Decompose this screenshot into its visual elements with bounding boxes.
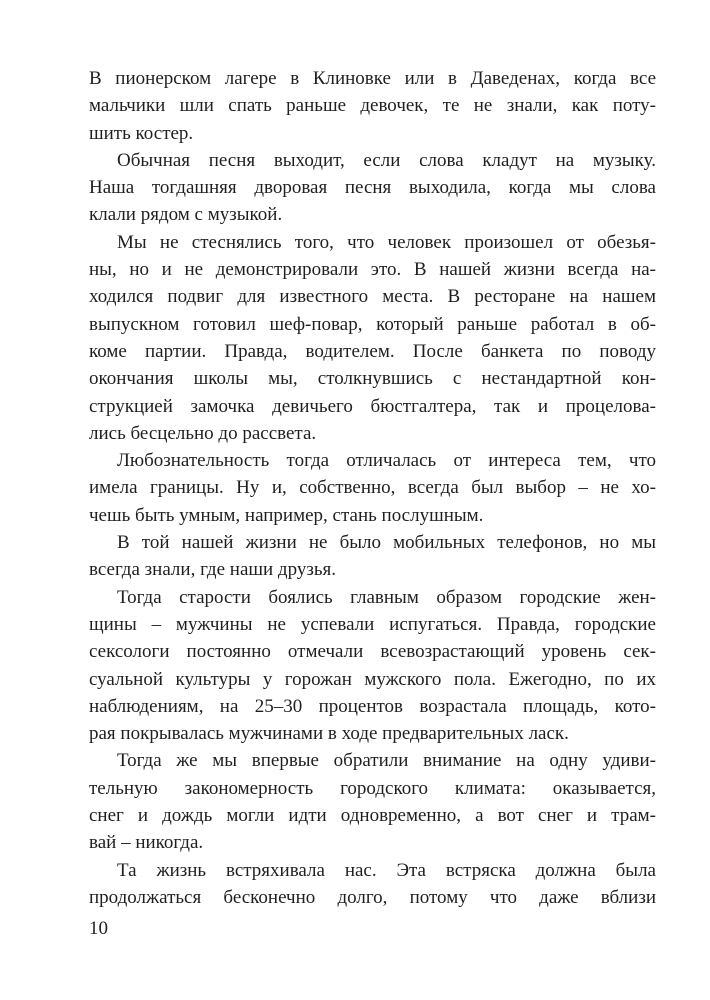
page-number: 10 [89,918,108,939]
text-line: Обычная песня выходит, если слова кладут на музыку. [117,149,656,171]
text-line: всегда знали, где наши друзья. [89,559,336,581]
text-line: окончания школы мы, столкнувшись с нестандартной кон- [89,368,656,390]
text-line: ны, но и не демонстрировали это. В нашей жизни всегда на- [89,259,656,281]
paragraph [89,65,656,147]
text-line: ходился подвиг для известного места. В ресторане на нашем [89,286,656,308]
text-line: вай – никогда. [89,832,204,854]
paragraph [89,747,656,856]
paragraph [89,857,656,912]
text-line: лись бесцельно до рассвета. [89,422,317,444]
paragraph [89,147,656,229]
text-line: суальной культуры у горожан мужского пола. Ежегодно, по их [89,668,656,690]
text-line: Тогда же мы впервые обратили внимание на одну удиви- [117,750,656,772]
paragraph [89,584,656,748]
text-line: снег и дождь могли идти одновременно, а вот снег и трам- [89,805,656,827]
text-line: Любознательность тогда отличалась от интереса тем, что [117,450,656,472]
paragraph [89,529,656,584]
text-line: выпускном готовил шеф-повар, который раньше работал в об- [89,313,656,335]
text-line: струкцией замочка девичьего бюстгалтера, так и процелова- [89,395,656,417]
text-line: шить костер. [89,122,194,144]
body-text [89,65,656,911]
text-line: наблюдениям, на 25–30 процентов возрастала площадь, кото- [89,695,656,717]
text-line: тельную закономерность городского климата: оказывается, [89,777,656,799]
text-line: клали рядом с музыкой. [89,204,283,226]
text-line: мальчики шли спать раньше девочек, те не знали, как поту- [89,95,656,117]
text-line: чешь быть умным, например, стань послушным. [89,504,484,526]
paragraph [89,447,656,529]
text-line: коме партии. Правда, водителем. После банкета по поводу [89,340,656,362]
paragraph [89,229,656,447]
text-line: щины – мужчины не успевали испугаться. Правда, городские [89,613,656,635]
text-line: В той нашей жизни не было мобильных телефонов, но мы [117,532,656,554]
text-line: продолжаться бесконечно долго, потому что даже вблизи [89,886,656,908]
text-line: сексологи постоянно отмечали всевозрастающий уровень сек- [89,641,656,663]
text-line: Наша тогдашняя дворовая песня выходила, когда мы слова [89,177,656,199]
text-line: Мы не стеснялись того, что человек произошел от обезья- [117,231,656,253]
text-line: Тогда старости боялись главным образом городские жен- [117,586,656,608]
text-line: Та жизнь встряхивала нас. Эта встряска должна была [117,859,656,881]
text-line: В пионерском лагере в Клиновке или в Даведенах, когда все [89,68,656,89]
text-line: имела границы. Ну и, собственно, всегда был выбор – не хо- [89,477,656,499]
text-line: рая покрывалась мужчинами в ходе предварительных ласк. [89,723,569,745]
